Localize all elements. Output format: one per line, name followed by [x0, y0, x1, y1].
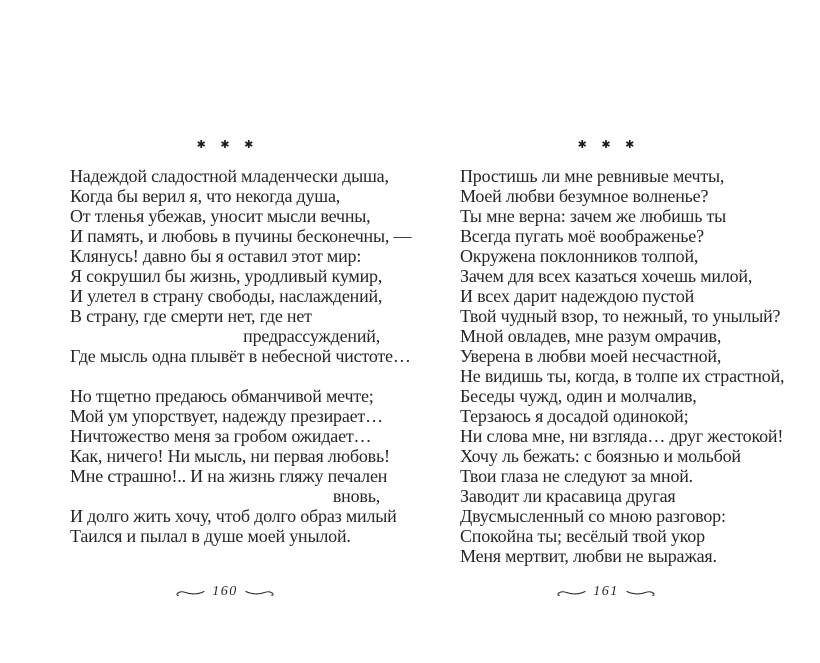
poem-line: Простишь ли мне ревнивые мечты, — [460, 166, 725, 186]
poem-line: Хочу ль бежать: с боязнью и мольбой — [460, 446, 741, 466]
poem-line: Терзаюсь я досадой одинокой; — [460, 406, 689, 426]
left-page — [70, 0, 412, 663]
poem-line: От тленья убежав, уносит мысли вечны, — [70, 206, 371, 226]
poem-line: Таился и пылал в душе моей унылой. — [70, 526, 351, 546]
page-number: 160 — [212, 584, 238, 599]
poem-line: Меня мертвит, любви не выражая. — [460, 546, 717, 566]
footer-flourish-right-icon — [245, 587, 275, 597]
poem-line: Беседы чужд, один и молчалив, — [460, 386, 697, 406]
poem-line: Но тщетно предаюсь обманчивой мечте; — [70, 386, 374, 406]
poem-line: Окружена поклонников толпой, — [460, 246, 699, 266]
poem-separator-stars: ✱ ✱ ✱ — [196, 138, 254, 151]
poem-line: Ни слова мне, ни взгляда… друг жестокой! — [460, 426, 784, 446]
poem-left — [70, 166, 412, 546]
poem-line: Моей любви безумное волненье? — [460, 186, 709, 206]
poem-line: Мой ум упорствует, надежду презирает… — [70, 406, 383, 426]
poem-line: Всегда пугать моё воображенье? — [460, 226, 704, 246]
right-page — [460, 0, 785, 663]
poem-line: И память, и любовь в пучины бесконечны, — — [70, 226, 412, 246]
footer-flourish-right-icon — [626, 587, 656, 597]
page-number: 161 — [593, 584, 619, 599]
poem-line: Когда бы верил я, что некогда душа, — [70, 186, 341, 206]
poem-line: Ничтожество меня за гробом ожидает… — [70, 426, 372, 446]
poem-line: Зачем для всех казаться хочешь милой, — [460, 266, 753, 286]
poem-line: Не видишь ты, когда, в толпе их страстной, — [460, 366, 785, 386]
poem-line: Твой чудный взор, то нежный, то унылый? — [460, 306, 781, 326]
poem-line: Я сокрушил бы жизнь, уродливый кумир, — [70, 266, 383, 286]
poem-line: Заводит ли красавица другая — [460, 486, 676, 506]
poem-line: И долго жить хочу, чтоб долго образ милый — [70, 506, 397, 526]
poem-line: В страну, где смерти нет, где нет — [70, 306, 312, 326]
poem-line: Где мысль одна плывёт в небесной чистоте… — [70, 346, 411, 366]
poem-line-hanging: предрассуждений, — [243, 326, 380, 346]
poem-line: Спокойна ты; весёлый твой укор — [460, 526, 705, 546]
poem-line: Твои глаза не следуют за мной. — [460, 466, 693, 486]
poem-line: Как, ничего! Ни мысль, ни первая любовь! — [70, 446, 390, 466]
poem-line: Клянусь! давно бы я оставил этот мир: — [70, 246, 362, 266]
poem-line: Двусмысленный со мною разговор: — [460, 506, 726, 526]
footer-flourish-left-icon — [175, 587, 205, 597]
left-page-footer — [70, 583, 380, 601]
footer-flourish-left-icon — [556, 587, 586, 597]
stanza-gap — [70, 366, 380, 386]
poem-line: Мной овладев, мне разум омрачив, — [460, 326, 722, 346]
poem-line: И улетел в страну свободы, наслаждений, — [70, 286, 383, 306]
poem-line: Уверена в любви моей несчастной, — [460, 346, 722, 366]
poem-separator-stars: ✱ ✱ ✱ — [577, 138, 635, 151]
poem-right — [460, 166, 785, 566]
poem-line-hanging: вновь, — [332, 486, 380, 506]
poem-line: Надеждой сладостной младенчески дыша, — [70, 166, 389, 186]
poem-line: И всех дарит надеждою пустой — [460, 286, 695, 306]
poem-line: Ты мне верна: зачем же любишь ты — [460, 206, 727, 226]
right-page-footer — [460, 583, 752, 601]
poem-line: Мне страшно!.. И на жизнь гляжу печален — [70, 466, 388, 486]
